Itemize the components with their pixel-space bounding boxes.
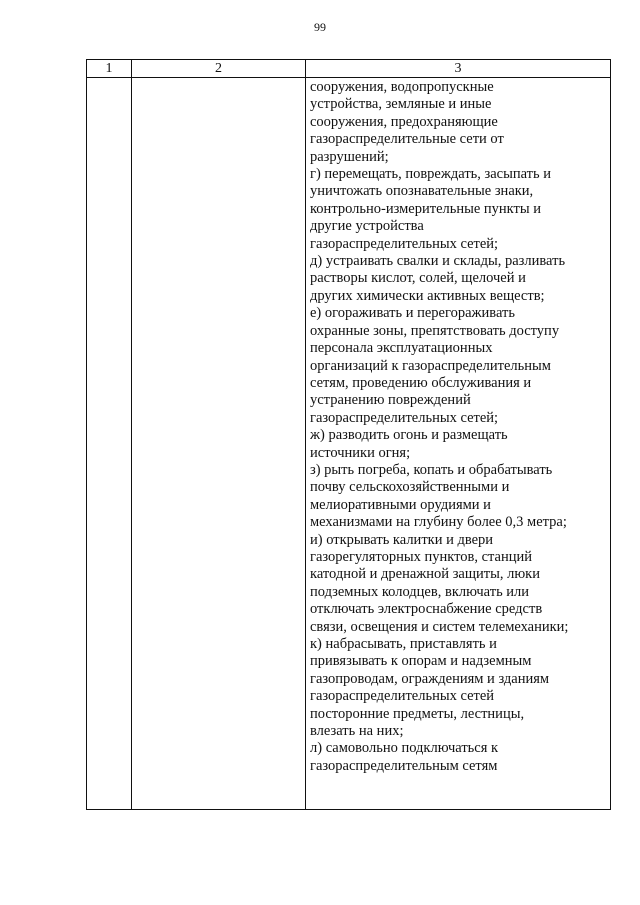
- text-line: газораспределительных сетей;: [310, 235, 499, 252]
- text-line: подземных колодцев, включать или: [310, 583, 530, 600]
- text-line: сооружения, водопропускные: [310, 79, 494, 95]
- text-line: организаций к газораспределительным: [310, 357, 551, 374]
- column-2-cell: [132, 78, 306, 810]
- text-line: устранению повреждений: [310, 392, 471, 409]
- text-line: катодной и дренажной защиты, люки: [310, 566, 540, 583]
- table-row: [87, 78, 611, 810]
- text-line: почву сельскохозяйственными и: [310, 479, 510, 496]
- column-1-cell: [87, 78, 132, 810]
- text-line: ж) разводить огонь и размещать: [310, 427, 508, 444]
- text-line: посторонние предметы, лестницы,: [310, 705, 525, 722]
- column-header-1: 1: [87, 60, 132, 78]
- text-line: растворы кислот, солей, щелочей и: [310, 270, 526, 287]
- text-line: мелиоративными орудиями и: [310, 496, 491, 513]
- column-header-2: 2: [132, 60, 306, 78]
- table-header-row: [87, 60, 611, 78]
- text-line: газопроводам, ограждениям и зданиям: [310, 670, 550, 687]
- text-line: газораспределительные сети от: [310, 131, 504, 148]
- text-line: другие устройства: [310, 218, 424, 235]
- text-line: связи, освещения и систем телемеханики;: [310, 618, 569, 635]
- column-header-3: 3: [306, 60, 611, 78]
- text-line: сетям, проведению обслуживания и: [310, 374, 532, 391]
- text-line: газораспределительных сетей: [310, 688, 495, 705]
- text-line: других химически активных веществ;: [310, 287, 545, 304]
- regulation-table: [86, 59, 611, 810]
- text-line: газораспределительным сетям: [310, 757, 498, 774]
- text-line: газораспределительных сетей;: [310, 409, 499, 426]
- text-line: л) самовольно подключаться к: [310, 740, 499, 757]
- text-line: охранные зоны, препятствовать доступу: [310, 322, 560, 339]
- text-line: источники огня;: [310, 444, 411, 461]
- column-3-lines: [310, 79, 608, 775]
- text-line: контрольно-измерительные пункты и: [310, 200, 542, 217]
- text-line: персонала эксплуатационных: [310, 340, 493, 357]
- text-line: д) устраивать свалки и склады, разливать: [310, 253, 566, 270]
- text-line: к) набрасывать, приставлять и: [310, 636, 497, 652]
- page-number: 99: [314, 20, 326, 34]
- text-line: устройства, земляные и иные: [310, 96, 492, 113]
- text-line: газорегуляторных пунктов, станций: [310, 548, 532, 565]
- column-3-text-cell: [306, 78, 611, 810]
- text-line: отключать электроснабжение средств: [310, 601, 543, 618]
- text-line: уничтожать опознавательные знаки,: [310, 183, 534, 200]
- text-line: механизмами на глубину более 0,3 метра;: [310, 514, 567, 531]
- text-line: привязывать к опорам и надземным: [310, 653, 532, 670]
- text-line: и) открывать калитки и двери: [310, 531, 494, 548]
- text-line: сооружения, предохраняющие: [310, 113, 498, 130]
- text-line: влезать на них;: [310, 723, 404, 740]
- text-line: е) огораживать и перегораживать: [310, 305, 515, 322]
- text-line: разрушений;: [310, 148, 389, 165]
- text-line: г) перемещать, повреждать, засыпать и: [310, 166, 552, 183]
- text-line: з) рыть погреба, копать и обрабатывать: [310, 461, 553, 478]
